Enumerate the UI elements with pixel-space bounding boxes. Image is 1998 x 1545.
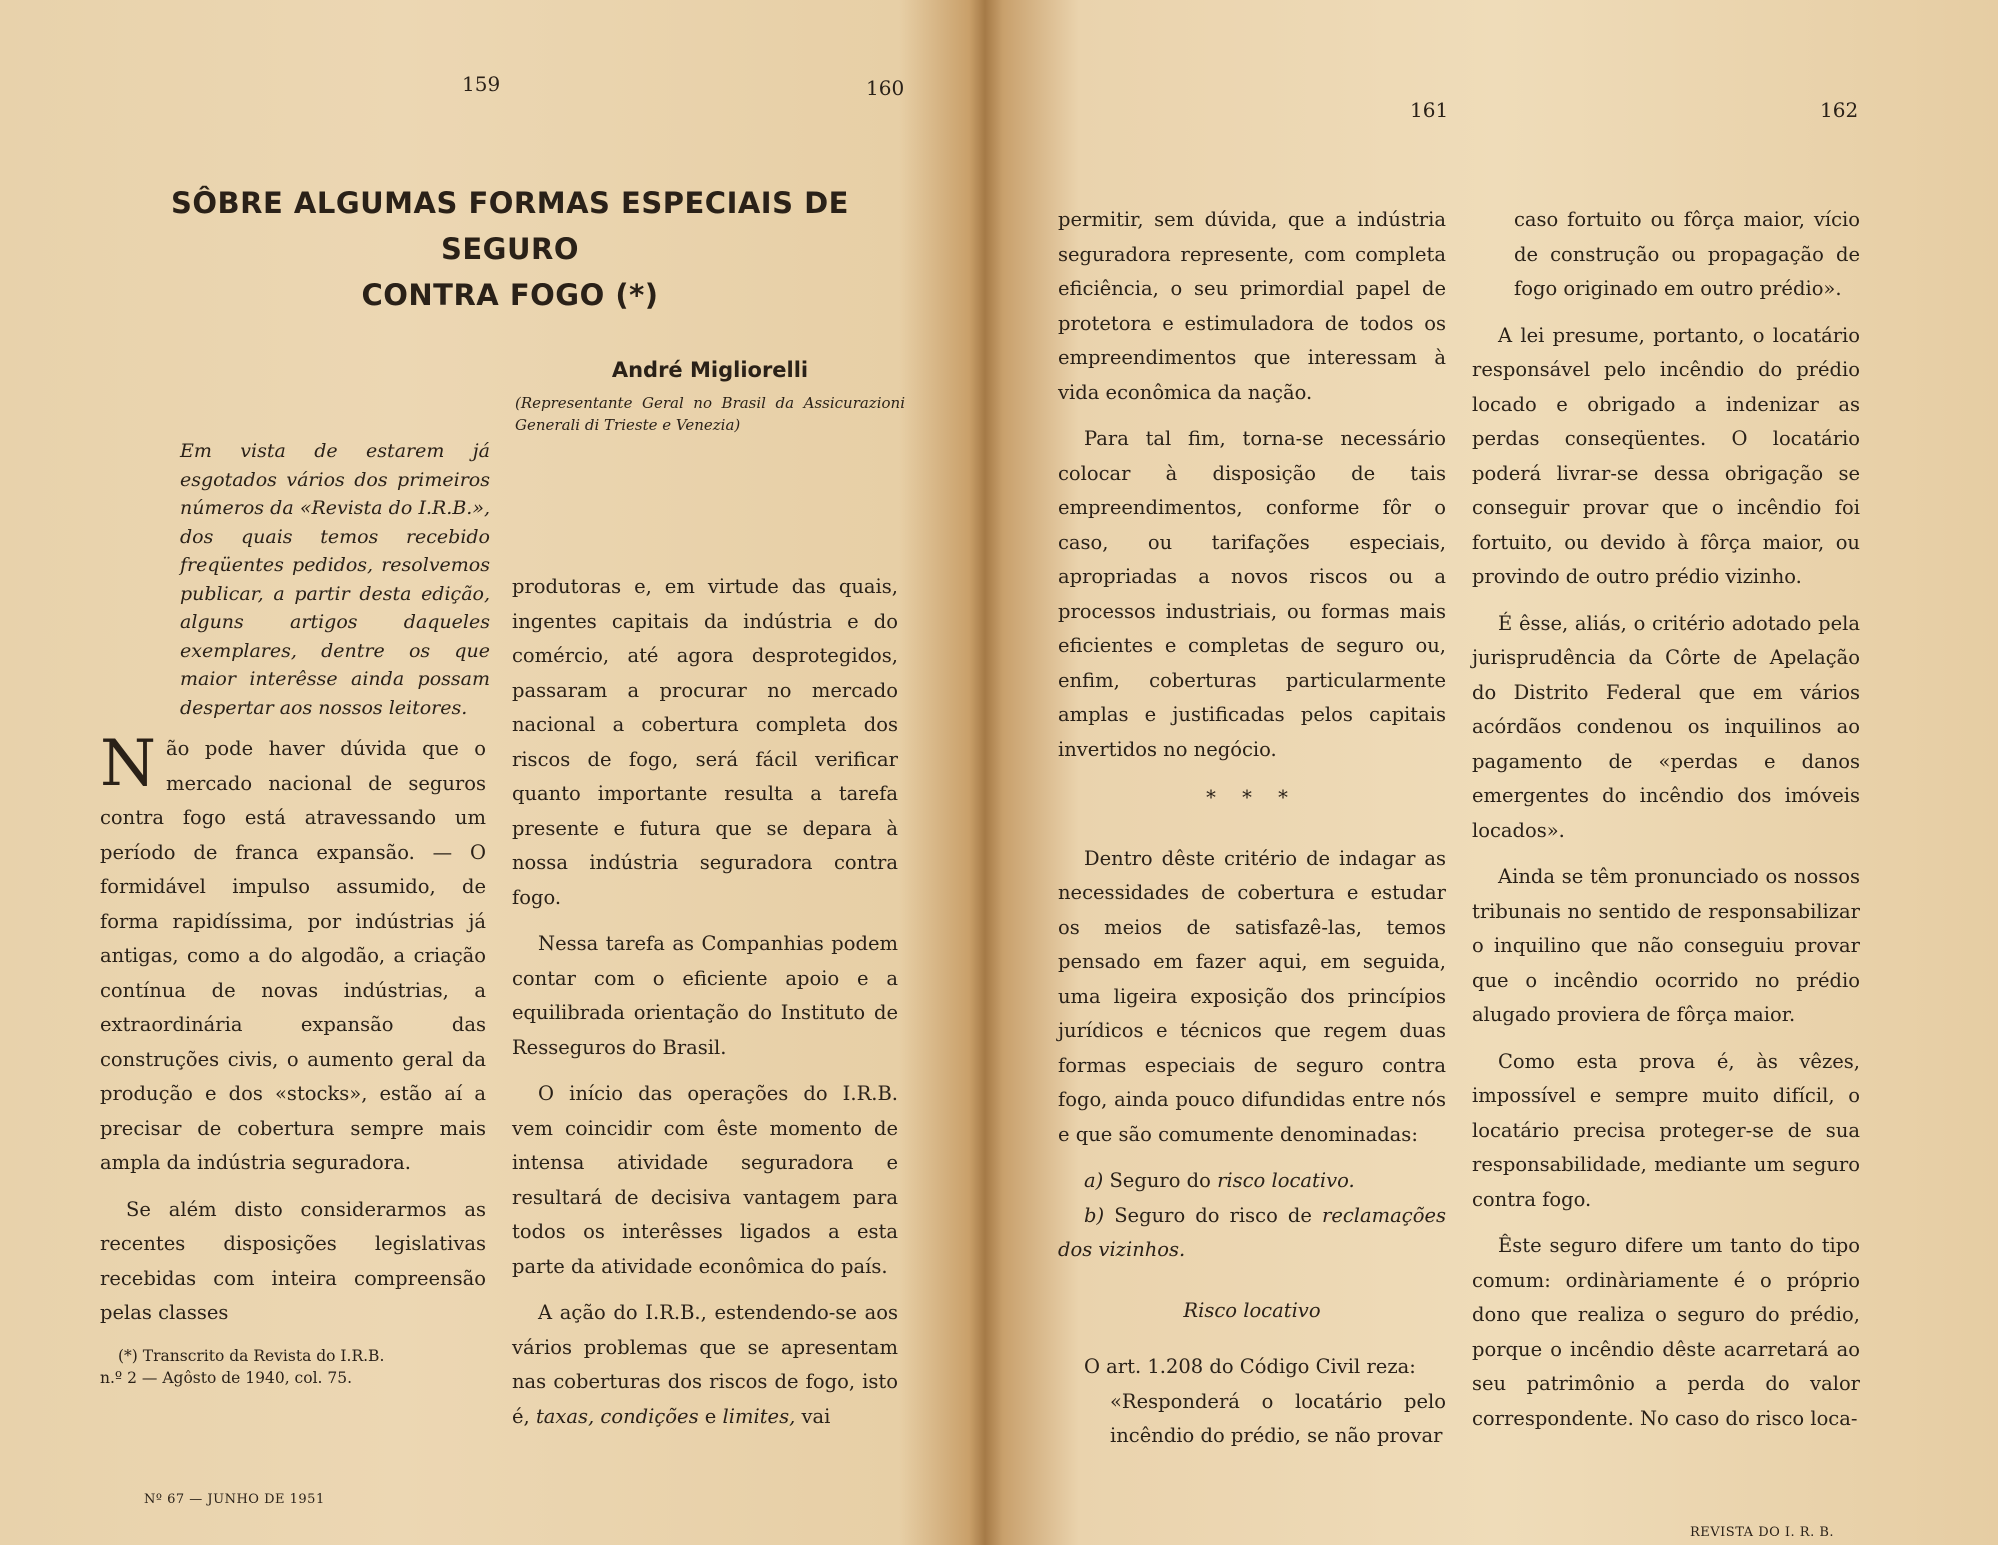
legal-quote-end: caso fortuito ou fôrça maior, vício de construção ou propagação de fogo originado em outro prédio». (1514, 208, 1860, 300)
col4-paragraph-4: Como esta prova é, às vêzes, impossível e sempre muito difícil, o locatário precisa proteger-se de sua responsabilidade, mediante um seguro contra fogo. (1472, 1049, 1860, 1211)
author-name: André Migliorelli (611, 358, 809, 382)
list-item-a: a) Seguro do risco locativo. (1084, 1169, 1355, 1192)
column-1 (100, 727, 486, 1343)
section-heading: Risco locativo (1183, 1298, 1321, 1322)
page-number-162: 162 (1820, 98, 1859, 122)
column-2 (512, 570, 898, 1446)
footer-issue: Nº 67 — JUNHO DE 1951 (144, 1492, 325, 1507)
title-line-1: SÔBRE ALGUMAS FORMAS ESPECIAIS DE SEGURO (171, 186, 849, 266)
col2-paragraph-1: produtoras e, em virtude das quais, ingentes capitais da indústria e do comércio, até agora desprotegidos, passaram a procurar no mercado nacional a cobertura completa dos riscos de fogo, será fácil verificar quanto importante resulta a tarefa presente e futura que se depara à nossa indústria seguradora contra fogo. (512, 575, 898, 909)
col3-paragraph-2: Para tal fim, torna-se necessário colocar à disposição de tais empreendimentos, conforme fôr o caso, ou tarifações especiais, apropriadas a novos riscos ou a processos industriais, ou formas mais eficientes e completas de seguro ou, enfim, coberturas particularmente amplas e justificadas pelos capitais invertidos no negócio. (1058, 427, 1446, 761)
list-item-b: b) Seguro do risco de reclamações dos vizinhos. (1058, 1203, 1446, 1261)
col2-paragraph-3: O início das operações do I.R.B. vem coincidir com êste momento de intensa atividade seguradora e resultará de decisiva vantagem para todos os interêsses ligados a esta parte da atividade econômica do país. (512, 1082, 898, 1278)
column-4 (1472, 203, 1860, 1448)
col3-paragraph-1: permitir, sem dúvida, que a indústria seguradora represente, com completa eficiência, o seu primordial papel de protetora e estimuladora de todos os empreendimentos que interessam à vida econômica da nação. (1058, 208, 1446, 404)
col3-paragraph-4: O art. 1.208 do Código Civil reza: (1084, 1355, 1416, 1378)
author-affiliation: (Representante Geral no Brasil da Assicurazioni Generali di Trieste e Venezia) (515, 394, 905, 434)
col1-paragraph-1: Não pode haver dúvida que o mercado nacional de seguros contra fogo está atravessando um período de franca expansão. — O formidável impulso assumido, de forma rapidíssima, por indústrias já antigas, como a do algodão, a criação contínua de novas indústrias, a extraordinária expansão das construções civis, o aumento geral da produção e dos «stocks», estão aí a precisar de cobertura sempre mais ampla da indústria seguradora. (100, 727, 486, 1174)
page-number-161: 161 (1410, 98, 1449, 122)
footnote (100, 1345, 480, 1389)
col4-paragraph-2: É êsse, aliás, o critério adotado pela jurisprudência da Côrte de Apelação do Distrito Federal que em vários acórdãos condenou os inquilinos ao pagamento de «perdas e danos emergentes do incêndio dos imóveis locados». (1472, 611, 1860, 842)
page-number-159: 159 (462, 72, 501, 96)
footnote-line-2: n.º 2 — Agôsto de 1940, col. 75. (100, 1369, 353, 1387)
col2-paragraph-2: Nessa tarefa as Companhias podem contar com o eficiente apoio e a equilibrada orientação do Instituto de Resseguros do Brasil. (512, 932, 898, 1059)
legal-quote: «Responderá o locatário pelo incêndio do prédio, se não provar (1110, 1389, 1446, 1447)
col4-paragraph-5: Êste seguro difere um tanto do tipo comum: ordinàriamente é o próprio dono que realiza o seguro do prédio, porque o incêndio dêste acarretará ao seu patrimônio a perda do valor correspondente. No caso do risco loca- (1472, 1234, 1860, 1430)
drop-cap: N (100, 727, 156, 801)
page-number-160: 160 (866, 76, 905, 100)
footnote-line-1: (*) Transcrito da Revista do I.R.B. (118, 1347, 385, 1365)
col2-paragraph-4: A ação do I.R.B., estendendo-se aos vários problemas que se apresentam nas coberturas dos riscos de fogo, isto é, taxas, condições e limites, vai (512, 1301, 898, 1428)
section-separator: * * * (1206, 786, 1298, 809)
col4-paragraph-3: Ainda se têm pronunciado os nossos tribunais no sentido de responsabilizar o inquilino que não conseguiu provar que o incêndio ocorrido no prédio alugado proviera de fôrça maior. (1472, 865, 1860, 1026)
col3-paragraph-3: Dentro dêste critério de indagar as necessidades de cobertura e estudar os meios de satisfazê-las, temos pensado em fazer aqui, em seguida, uma ligeira exposição dos princípios jurídicos e técnicos que regem duas formas especiais de seguro contra fogo, ainda pouco difundidas entre nós e que são comumente denominadas: (1058, 846, 1446, 1146)
col1-paragraph-2: Se além disto considerarmos as recentes disposições legislativas recebidas com inteira compreensão pelas classes (100, 1197, 486, 1324)
article-title (110, 180, 910, 318)
footer-journal: REVISTA DO I. R. B. (1690, 1525, 1835, 1540)
title-line-2: CONTRA FOGO (*) (361, 278, 659, 312)
col4-paragraph-1: A lei presume, portanto, o locatário responsável pelo incêndio do prédio locado e obrigado a indenizar as perdas conseqüentes. O locatário poderá livrar-se dessa obrigação se conseguir provar que o incêndio foi fortuito, ou devido à fôrça maior, ou provindo de outro prédio vizinho. (1472, 323, 1860, 588)
column-3 (1058, 203, 1446, 1466)
editor-intro: Em vista de estarem já esgotados vários dos primeiros números da «Revista do I.R.B.», dos quais temos recebido freqüentes pedidos, resolvemos publicar, a partir desta edição, alguns artigos daqueles exemplares, dentre os que maior interêsse ainda possam despertar aos nossos leitores. (180, 440, 490, 719)
